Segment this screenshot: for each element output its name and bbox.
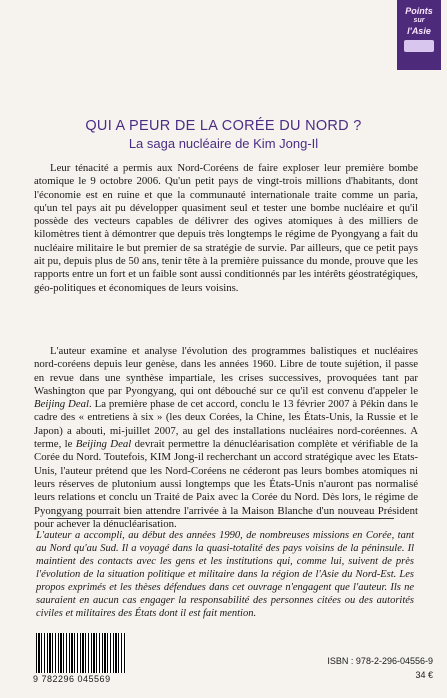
paragraph-2-part-2: . La première phase de cet accord, conclu le 13 février 2007 à Pékin dans le cadre des « entretiens à six » (les deux Corées, la Chine, les États-Unis, la Russie et le Japon) a abouti, mi-juillet 2007, au gel des installations nucléaires nord-coréennes. A terme, le xyxy=(34,398,419,451)
summary-paragraph-2 xyxy=(34,345,418,531)
section-divider xyxy=(48,518,394,519)
series-line-1: Points xyxy=(405,6,433,16)
series-line-3: l'Asie xyxy=(407,26,431,36)
series-logo xyxy=(397,0,441,70)
book-subtitle: La saga nucléaire de Kim Jong-Il xyxy=(128,136,319,151)
paragraph-2-part-3: devrait permettre la dénucléarisation complète et vérifiable de la Corée du Nord. Toutefois, KIM Jong-il recherchant un accord stratégique avec les Etats-Unis, l'auteur prétend que les Nord-Coréens ne céderont pas leurs bombes atomiques ni leurs réserves de plutonium aussi longtemps que les États-Unis n'auront pas normalisé leurs relations et conclu un Traité de Paix avec la Corée du Nord. Dès lors, le régime de Pyongyang pourrait bien attendre l'arrivée à la Maison Blanche d'un nouveau Président pour achever la dénucléarisation. xyxy=(34,438,419,530)
paragraph-2-part-1: L'auteur examine et analyse l'évolution des programmes balistiques et nucléaires nord-coréens depuis leur genèse, dans les années 1960. Libre de toute sujétion, il passe en revue dans une synthèse impartiale, les crises successives, provoquées tant par Washington que par Pyongyang, qui ont débouché sur ce qu'il est convenu d'appeler le xyxy=(34,345,418,397)
about-author: L'auteur a accompli, au début des années 1990, de nombreuses missions en Corée, tant au Nord qu'au Sud. Il a voyagé dans la quasi-totalité des pays voisins de la péninsule. Il maintient des contacts avec les gens et les institutions qui, comme lui, suivent de près l'évolution de la situation politique et militaire dans la région de l'Asie du Nord-Est. Les propos exprimés et les thèses défendues dans cet ouvrage n'engagent que l'auteur. Ils ne sauraient en aucun cas engager la responsabilité des personnes citées ou des autorités civiles et militaires des États dont il est fait mention. xyxy=(36,530,414,619)
barcode xyxy=(36,633,126,673)
beijing-deal-term-2: Beijing Deal xyxy=(75,438,132,451)
price: 34 € xyxy=(415,670,433,680)
barcode-number: 9 782296 045569 xyxy=(33,674,111,684)
isbn: ISBN : 978-2-296-04556-9 xyxy=(327,656,433,666)
book-title: QUI A PEUR DE LA CORÉE DU NORD ? xyxy=(85,118,362,134)
paragraph-1-text: Leur ténacité a permis aux Nord-Coréens de faire exploser leur première bombe atomique le 9 octobre 2006. Qu'un petit pays de vingt-trois millions d'habitants, dont l'économie est en ruine et que la communauté internationale traite comme un paria, qu'un tel pays ait pu développer quasiment seul et tester une bombe nucléaire et qu'il possède des vecteurs capables de délivrer des ogives atomiques à des milliers de kilomètres tient à démontrer que depuis très longtemps le régime de Pyongyang a fait du nucléaire militaire le but premier de sa stratégie de survie. Par ailleurs, que ce petit pays ait pu, depuis plus de 50 ans, tenir tête à la première puissance du monde, prouve que les rapports entre un fort et un faible sont aussi conditionnés par les intérêts géostratégiques, géo-politiques et économiques de leurs voisins. xyxy=(34,162,418,294)
paragraph-2-text xyxy=(34,345,418,531)
series-line-2: sur xyxy=(413,17,425,24)
summary-paragraph-1 xyxy=(34,162,418,295)
series-logo-bar xyxy=(404,40,434,52)
beijing-deal-term-1: Beijing Deal xyxy=(34,398,90,411)
